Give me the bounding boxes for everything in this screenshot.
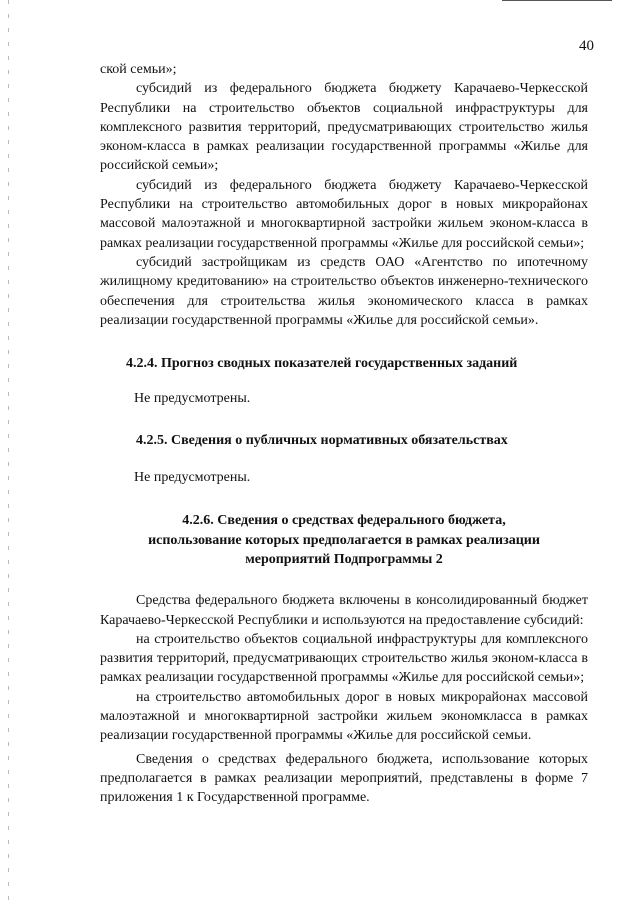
paragraph-budget-included: Средства федерального бюджета включены в консолидированный бюджет Карачаево-Черкесской Республики и используются на предоставление субсидий:: [100, 593, 588, 628]
paragraph-form-7-reference: Сведения о средствах федерального бюджета, использование которых предполагается в рамках реализации мероприятий, представлены в форме 7 приложения 1 к Государственной программе.: [100, 751, 588, 806]
scan-edge-mark: [8, 0, 9, 905]
paragraph-social-infrastructure: на строительство объектов социальной инфраструктуры для комплексного развития территорий, предусматривающих строительство жилья эконом-класса в рамках реализации государственной программы «Жилье для российской семьи»;: [100, 631, 588, 686]
top-rule-line: [502, 0, 612, 1]
section-text-4-2-4: Не предусмотрены.: [134, 391, 251, 407]
paragraph-continuation: ской семьи»;: [100, 62, 177, 77]
paragraph-subsidy-developers: субсидий застройщикам из средств ОАО «Агентство по ипотечному жилищному кредитованию» на строительство объектов инженерно-технического обеспечения для строительства жилья экономического класса в рамках реализации государственной программы «Жилье для российской семьи».: [100, 254, 588, 328]
section-heading-4-2-6: [100, 511, 588, 569]
page-number: 40: [579, 38, 594, 54]
section-heading-4-2-4: 4.2.4. Прогноз сводных показателей государственных заданий: [126, 356, 518, 372]
paragraph-subsidy-infrastructure: субсидий из федерального бюджета бюджету Карачаево-Черкесской Республики на строительство объектов социальной инфраструктуры для комплексного развития территорий, предусматривающих строительство жилья эконом-класса в рамках реализации государственной программы «Жилье для российской семьи»;: [100, 81, 588, 174]
section-heading-4-2-6-line3: мероприятий Подпрограммы 2: [245, 551, 443, 567]
document-body: [100, 60, 588, 808]
section-text-4-2-5: Не предусмотрены.: [134, 470, 251, 486]
paragraph-subsidy-roads: субсидий из федерального бюджета бюджету Карачаево-Черкесской Республики на строительство автомобильных дорог в новых микрорайонах массовой малоэтажной и многоквартирной застройки жильем эконом-класса в рамках реализации государственной программы «Жилье для российской семьи»;: [100, 177, 588, 251]
section-heading-4-2-5: 4.2.5. Сведения о публичных нормативных обязательствах: [136, 432, 508, 448]
section-heading-4-2-6-line2: использование которых предполагается в рамках реализации: [148, 532, 540, 548]
paragraph-roads: на строительство автомобильных дорог в новых микрорайонах массовой малоэтажной и многоквартирной застройки жильем экономкласса в рамках реализации государственной программы «Жилье для российской семьи.: [100, 689, 588, 744]
section-heading-4-2-6-line1: 4.2.6. Сведения о средствах федерального бюджета,: [182, 513, 506, 529]
